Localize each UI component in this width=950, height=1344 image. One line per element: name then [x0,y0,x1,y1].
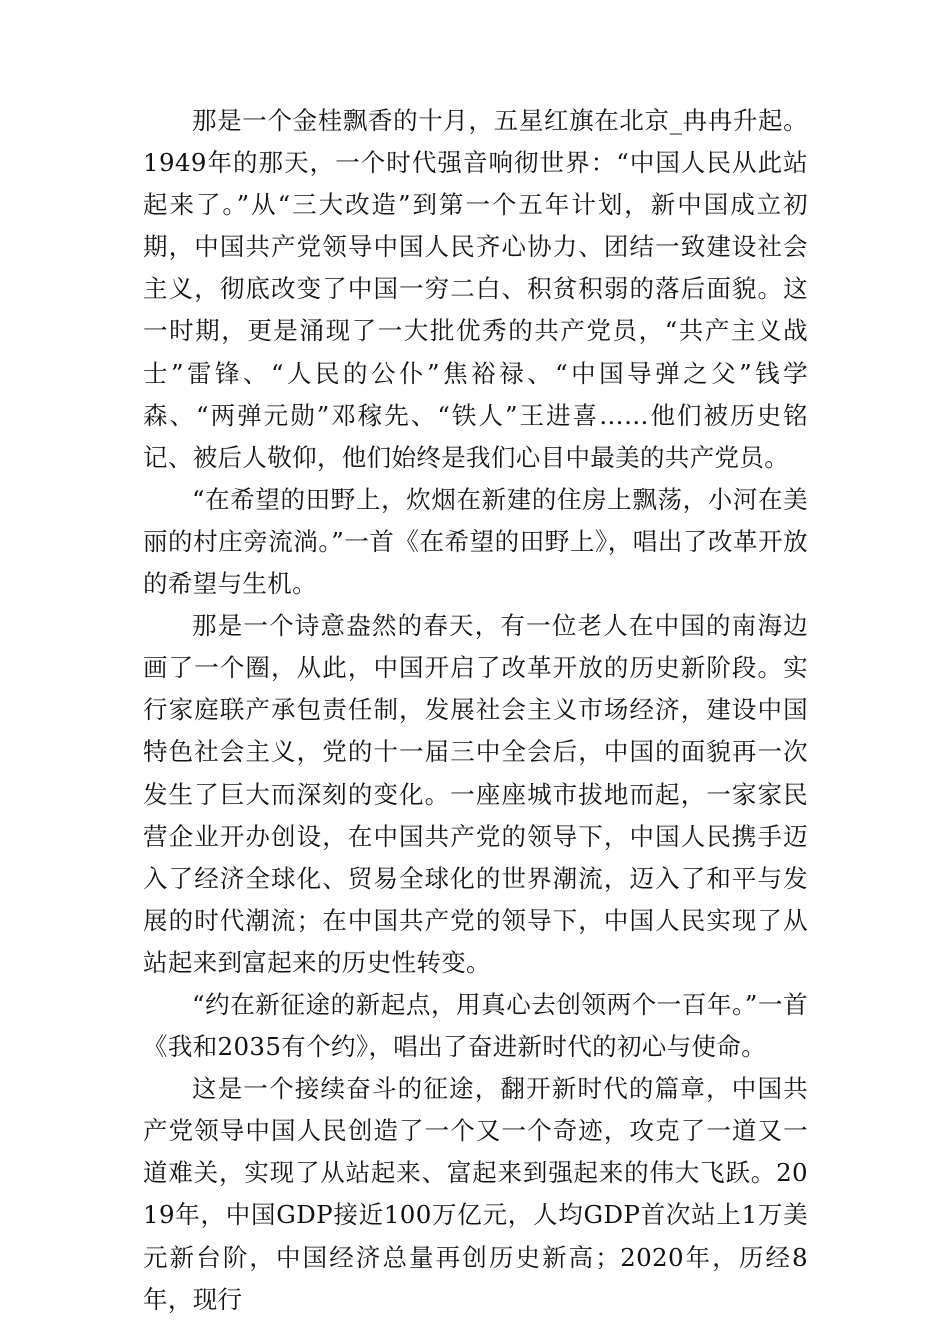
paragraph-3: 那是一个诗意盎然的春天，有一位老人在中国的南海边画了一个圈，从此，中国开启了改革开放的历史新阶段。实行家庭联产承包责任制，发展社会主义市场经济，建设中国特色社会主义，党的十一届三中全会后，中国的面貌再一次发生了巨大而深刻的变化。一座座城市拔地而起，一家家民营企业开办创设，在中国共产党的领导下，中国人民携手迈入了经济全球化、贸易全球化的世界潮流，迈入了和平与发展的时代潮流；在中国共产党的领导下，中国人民实现了从站起来到富起来的历史性转变。 [143,611,808,977]
paragraph-4: “约在新征途的新起点，用真心去创领两个一百年。”一首《我和2035有个约》，唱出了奋进新时代的初心与使命。 [143,989,808,1062]
paragraph-5: 这是一个接续奋斗的征途，翻开新时代的篇章，中国共产党领导中国人民创造了一个又一个奇迹，攻克了一道又一道难关，实现了从站起来、富起来到强起来的伟大飞跃。2019年，中国GDP接近100万亿元，人均GDP首次站上1万美元新台阶，中国经济总量再创历史新高；2020年，历经8年，现行 [143,1074,808,1314]
paragraph-1: 那是一个金桂飘香的十月，五星红旗在北京_冉冉升起。1949年的那天，一个时代强音响彻世界：“中国人民从此站起来了。”从“三大改造”到第一个五年计划，新中国成立初期，中国共产党领导中国人民齐心协力、团结一致建设社会主义，彻底改变了中国一穷二白、积贫积弱的落后面貌。这一时期，更是涌现了一大批优秀的共产党员，“共产主义战士”雷锋、“人民的公仆”焦裕禄、“中国导弹之父”钱学森、“两弹元勋”邓稼先、“铁人”王进喜……他们被历史铭记、被后人敬仰，他们始终是我们心目中最美的共产党员。 [143,106,808,472]
paragraph-2: “在希望的田野上，炊烟在新建的住房上飘荡，小河在美丽的村庄旁流淌。”一首《在希望的田野上》，唱出了改革开放的希望与生机。 [143,484,808,599]
document-body [143,100,808,1321]
